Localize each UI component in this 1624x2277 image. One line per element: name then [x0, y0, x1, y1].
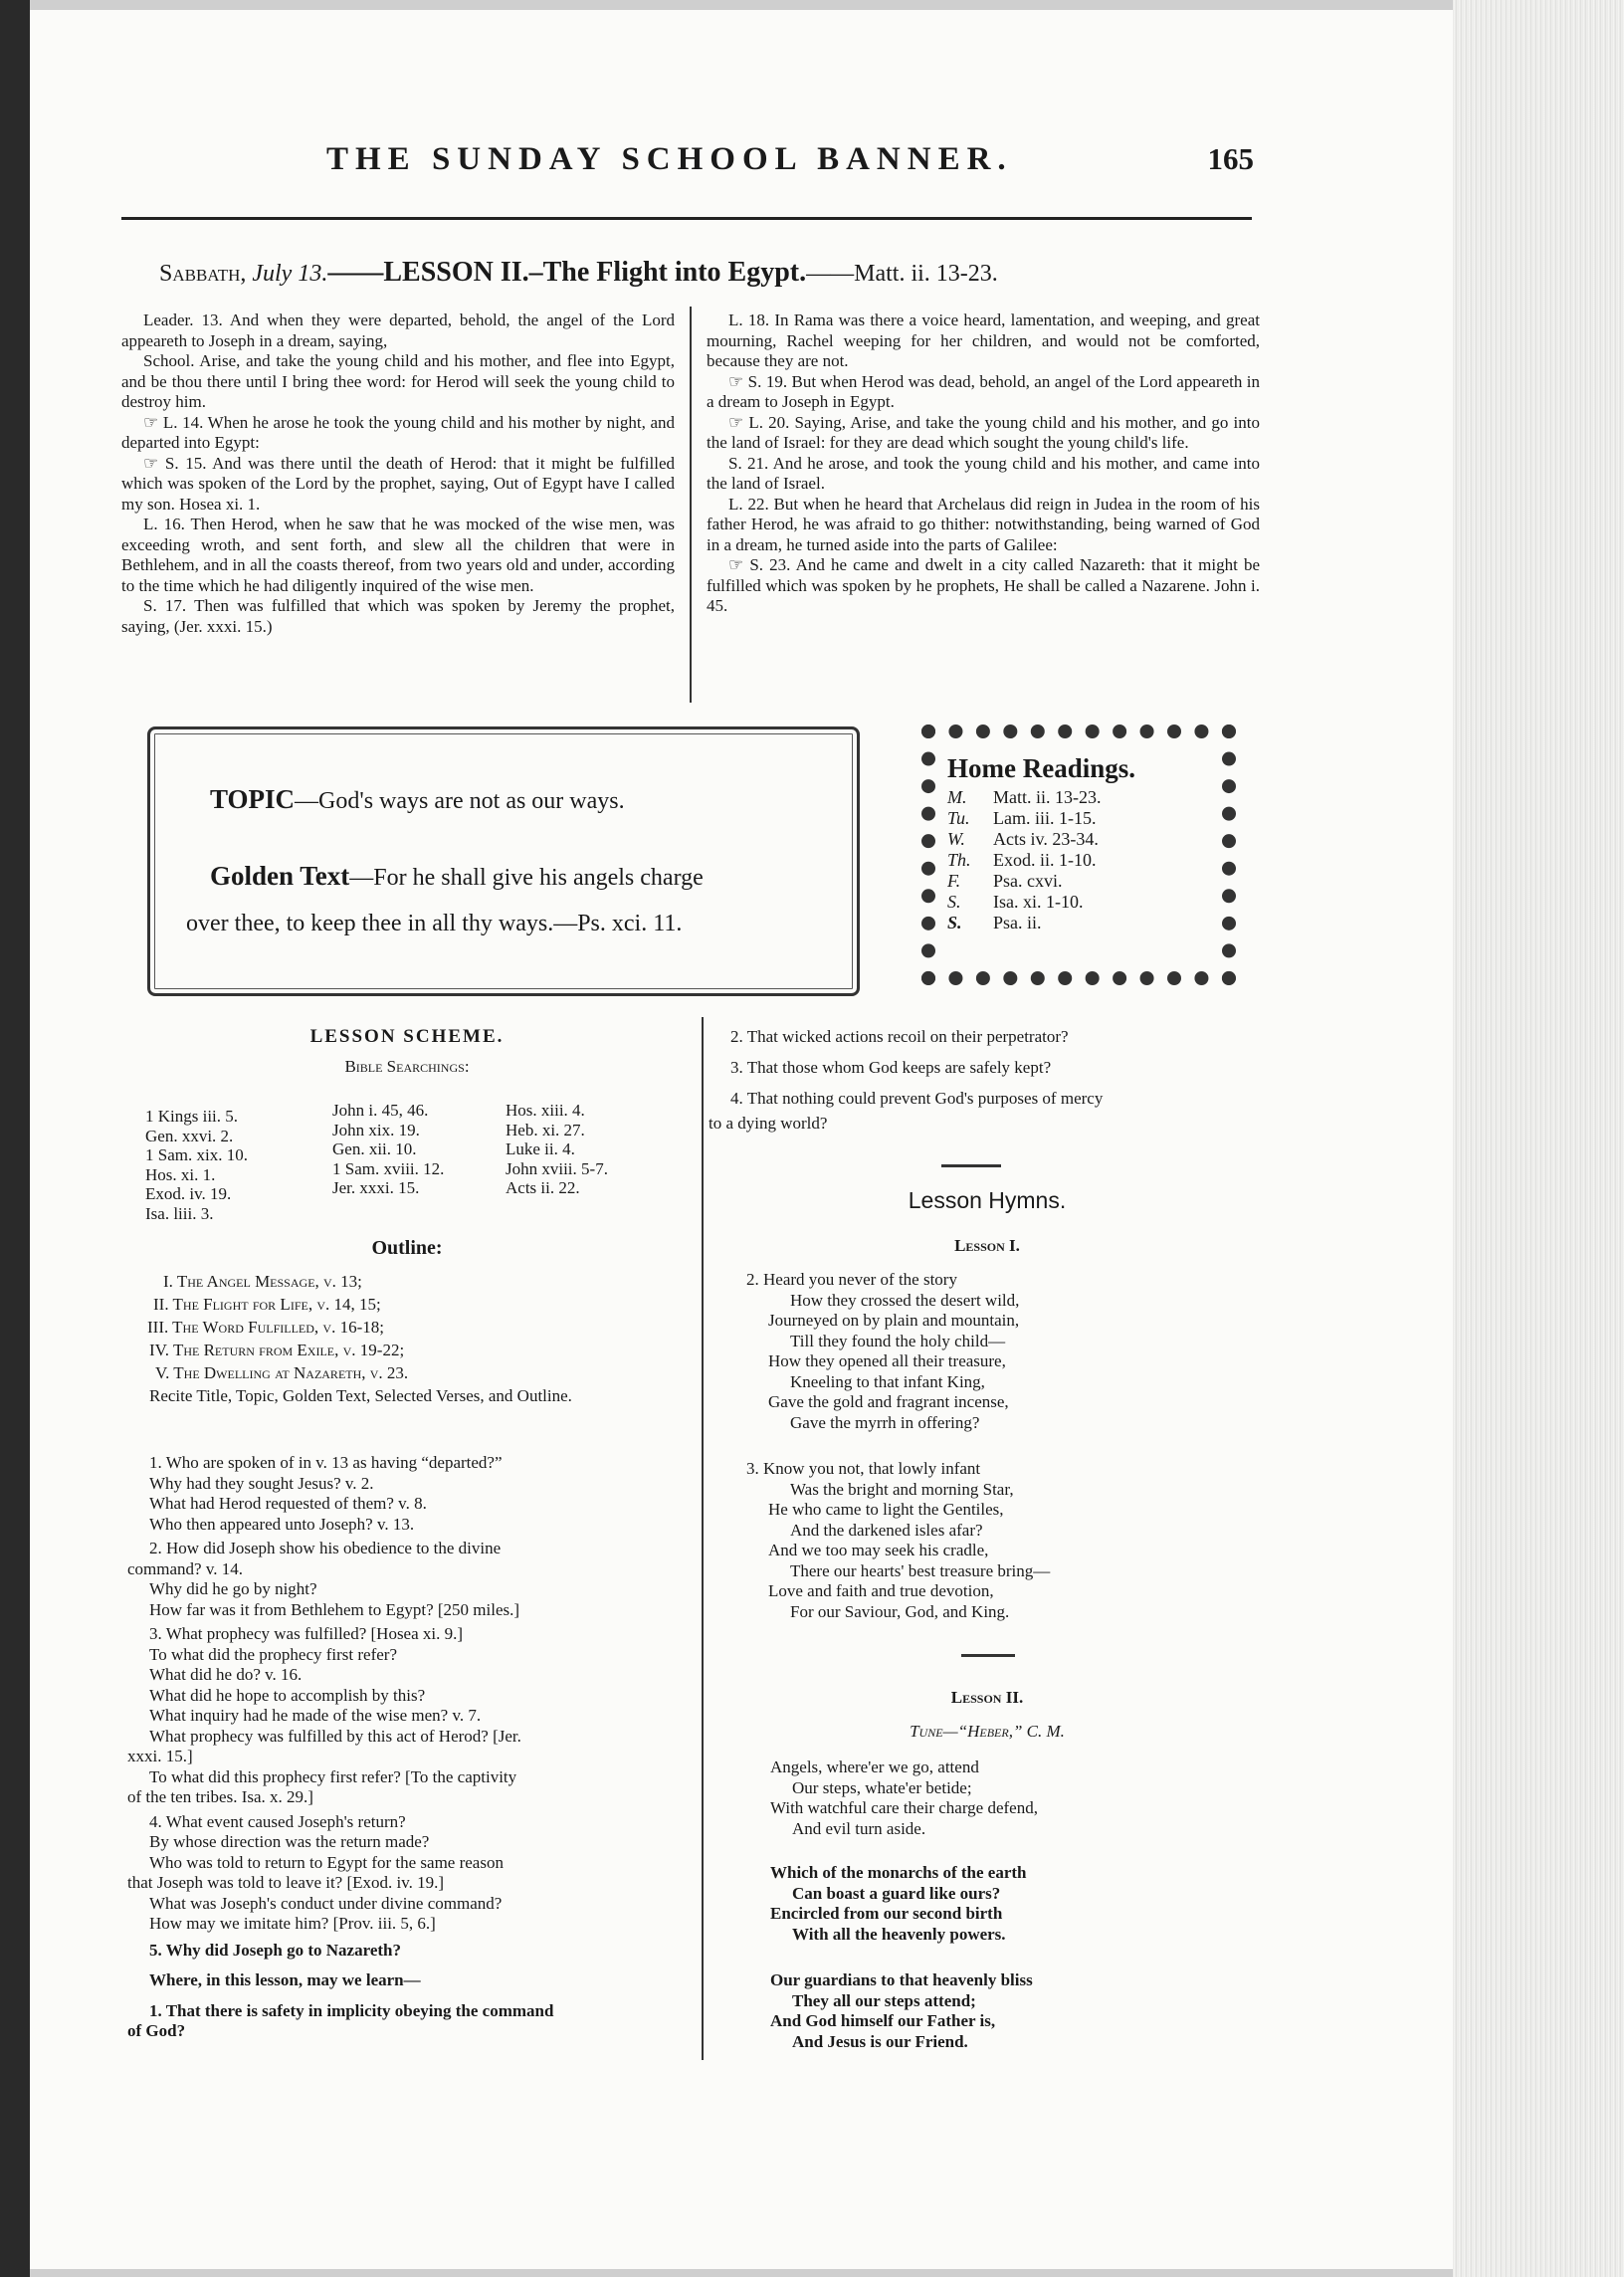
outline-item: V. The Dwelling at Nazareth, v. 23. [155, 1363, 409, 1382]
verse: ☞ S. 15. And was there until the death of Herod: that it might be fulfilled which was spoken of the Lord by the prophet, saying, Out of Egypt have I called my son. Hosea xi. 1. [121, 453, 675, 514]
verse: L. 16. Then Herod, when he saw that he was mocked of the wise men, was exceeding wroth, and sent forth, and slew all the children that were in Bethlehem, and in all the coasts thereof, from two years old and under, according to the time which he had diligently inquired of the wise men. [121, 515, 675, 595]
verse: S. 17. Then was fulfilled that which was spoken by Jeremy the prophet, saying, (Jer. xxxi. 15.) [121, 596, 675, 636]
hymn-line: And evil turn aside. [792, 1818, 926, 1838]
question: 1. That there is safety in implicity obeying the command [149, 2000, 554, 2020]
scheme-title: LESSON SCHEME. [309, 1026, 505, 1047]
outline-item: I. The Angel Message, v. 13; [163, 1272, 362, 1291]
question: of God? [127, 2021, 186, 2040]
question: What inquiry had he made of the wise men? v. 7. [149, 1706, 482, 1725]
question: How far was it from Bethlehem to Egypt? [250 miles.] [149, 1599, 520, 1619]
reading-day: Th. [947, 850, 971, 870]
verse: L. 22. But when he heard that Archelaus did reign in Judea in the room of his father Herod, he was afraid to go thither: notwithstanding, being warned of God in a dream, he turned aside into the parts of Galilee: [707, 494, 1260, 554]
hymn-line: They all our steps attend; [792, 1990, 976, 2010]
reference: John i. 45, 46. [332, 1101, 429, 1120]
lessons-learned [709, 1021, 1266, 1135]
lesson-point: to a dying world? [709, 1114, 828, 1133]
reading-item [947, 892, 1216, 913]
outline [127, 1238, 687, 1406]
topic-text: —God's ways are not as our ways. [295, 788, 625, 814]
question: Who was told to return to Egypt for the same reason [149, 1852, 504, 1872]
hymn-line: For our Saviour, God, and King. [790, 1601, 1010, 1621]
title-dash: —— [806, 261, 855, 287]
question: xxxi. 15.] [127, 1747, 193, 1765]
questions [127, 1453, 687, 2042]
reading-ref: Psa. ii. [993, 913, 1042, 932]
hymns-title: Lesson Hymns. [908, 1187, 1067, 1213]
hymn-line: Our steps, whate'er betide; [792, 1777, 972, 1797]
hymn-line: How they crossed the desert wild, [790, 1290, 1020, 1310]
reading-item [947, 808, 1216, 829]
hymn-stanza-2 [770, 1863, 1027, 1945]
question: What did he do? v. 16. [149, 1665, 303, 1684]
question: 5. Why did Joseph go to Nazareth? [149, 1940, 401, 1960]
hymn-line: Can boast a guard like ours? [792, 1883, 1001, 1903]
lesson-scheme [127, 1027, 687, 1077]
lesson-point: 4. That nothing could prevent God's purposes of mercy [730, 1089, 1104, 1108]
question: To what did the prophecy first refer? [149, 1644, 397, 1664]
golden-text-line-2: over thee, to keep thee in all thy ways.—Ps. xci. 11. [186, 911, 683, 936]
lesson-point: 2. That wicked actions recoil on their perpetrator? [730, 1027, 1069, 1046]
reading-ref: Acts iv. 23-34. [993, 829, 1099, 849]
question: that Joseph was told to leave it? [Exod. iv. 19.] [127, 1873, 445, 1892]
hymn-line: Gave the gold and fragrant incense, [768, 1392, 1009, 1411]
question: What prophecy was fulfilled by this act of Herod? [Jer. [149, 1726, 521, 1746]
reading-day: W. [947, 829, 965, 849]
hymn-stanza-1 [770, 1758, 1038, 1839]
golden-text: —For he shall give his angels charge [349, 865, 704, 891]
question: command? v. 14. [127, 1558, 243, 1578]
hymn-line: With watchful care their charge defend, [770, 1798, 1038, 1817]
verse: S. 21. And he arose, and took the young child and his mother, and came into the land of Israel. [707, 453, 1260, 493]
golden-text-line [210, 861, 704, 892]
reading-day: M. [947, 787, 967, 807]
home-readings-box [921, 724, 1236, 985]
hymn-line: Till they found the holy child— [790, 1331, 1006, 1350]
lesson-point: 3. That those whom God keeps are safely kept? [730, 1058, 1052, 1077]
section-rule [941, 1164, 1001, 1167]
reference: 1 Sam. xix. 10. [145, 1145, 248, 1164]
reading-item [947, 829, 1216, 850]
question: 4. What event caused Joseph's return? [149, 1811, 406, 1831]
reference: Hos. xiii. 4. [506, 1101, 585, 1120]
column-divider [690, 307, 692, 703]
sabbath-label: Sabbath, [159, 261, 247, 287]
page-number: 165 [1207, 141, 1254, 176]
question: Why did he go by night? [149, 1579, 317, 1598]
reading-day: S. [947, 892, 961, 912]
refs-column-2 [332, 1101, 444, 1198]
question: Who then appeared unto Joseph? v. 13. [149, 1514, 415, 1534]
reference: 1 Kings iii. 5. [145, 1107, 239, 1126]
hymn-line: Which of the monarchs of the earth [770, 1863, 1027, 1882]
verse: School. Arise, and take the young child and his mother, and flee into Egypt, and be thou there until I bring thee word: for Herod will seek the young child to destroy him. [121, 351, 675, 411]
verse: L. 18. In Rama was there a voice heard, lamentation, and weeping, and great mourning, Rachel weeping for her children, and would not be comforted, because they are not. [707, 310, 1260, 370]
outline-item: II. The Flight for Life, v. 14, 15; [153, 1295, 381, 1314]
verse: ☞ S. 19. But when Herod was dead, behold, an angel of the Lord appeareth in a dream to Joseph in Egypt. [707, 371, 1260, 411]
reference: John xviii. 5-7. [506, 1158, 608, 1178]
question: By whose direction was the return made? [149, 1832, 430, 1851]
reading-ref: Lam. iii. 1-15. [993, 808, 1097, 828]
question: Where, in this lesson, may we learn— [149, 1970, 421, 1989]
book-spine [0, 0, 30, 2277]
reference: 1 Sam. xviii. 12. [332, 1158, 445, 1178]
verse: ☞ L. 20. Saying, Arise, and take the young child and his mother, and go into the land of Israel: for they are dead which sought the young child's life. [707, 412, 1260, 452]
reading-day: F. [947, 871, 961, 891]
hymn-tune: Tune—“Heber,” C. M. [910, 1722, 1065, 1741]
outline-title: Outline: [371, 1237, 443, 1259]
bible-searchings-label: Bible Searchings: [344, 1057, 470, 1076]
refs-column-1 [145, 1107, 248, 1223]
recite-instruction: Recite Title, Topic, Golden Text, Selected Verses, and Outline. [149, 1386, 572, 1405]
hymn-line: Was the bright and morning Star, [790, 1479, 1014, 1499]
question: What was Joseph's conduct under divine command? [149, 1893, 503, 1913]
hymn-line: Encircled from our second birth [770, 1904, 1003, 1923]
header-rule [121, 217, 1252, 220]
reference: Hos. xi. 1. [145, 1164, 216, 1184]
page-edges [1453, 0, 1624, 2277]
hymn-line: With all the heavenly powers. [792, 1924, 1006, 1944]
verse: ☞ L. 14. When he arose he took the young child and his mother by night, and departed into Egypt: [121, 412, 675, 452]
reference: Heb. xi. 27. [506, 1120, 585, 1139]
question: 1. Who are spoken of in v. 13 as having “departed?” [149, 1453, 503, 1472]
hymn-line: 3. Know you not, that lowly infant [746, 1459, 981, 1478]
verse: Leader. 13. And when they were departed, behold, the angel of the Lord appeareth to Joseph in a dream, saying, [121, 310, 675, 350]
question: What did he hope to accomplish by this? [149, 1685, 426, 1705]
hymn-verse-2 [746, 1270, 1019, 1433]
reference: Gen. xxvi. 2. [145, 1126, 234, 1145]
hymn-line: Kneeling to that infant King, [790, 1371, 985, 1391]
hymn-lesson-1-label: Lesson I. [954, 1236, 1020, 1255]
section-rule [961, 1654, 1015, 1657]
outline-item: IV. The Return from Exile, v. 19-22; [149, 1341, 405, 1359]
lesson-date: July 13. [252, 261, 328, 287]
hymn-line: How they opened all their treasure, [768, 1351, 1006, 1370]
reading-ref: Psa. cxvi. [993, 871, 1063, 891]
topic-label: TOPIC [210, 784, 296, 814]
scripture-right-column [707, 310, 1260, 617]
question: Why had they sought Jesus? v. 2. [149, 1473, 374, 1493]
lesson-title [159, 257, 1294, 289]
hymn-line: He who came to light the Gentiles, [768, 1500, 1004, 1519]
hymn-line: And God himself our Father is, [770, 2011, 996, 2030]
verse: ☞ S. 23. And he came and dwelt in a city called Nazareth: that it might be fulfilled which was spoken by he prophets, He shall be called a Nazarene. John i. 45. [707, 555, 1260, 615]
lesson-name: LESSON II.–The Flight into Egypt. [383, 257, 807, 288]
title-dash: —— [327, 257, 384, 288]
reference: Isa. liii. 3. [145, 1203, 214, 1223]
hymn-line: And the darkened isles afar? [790, 1520, 983, 1540]
column-divider [702, 1017, 704, 2060]
hymn-line: 2. Heard you never of the story [746, 1270, 957, 1289]
home-readings-content [947, 753, 1216, 933]
reference: John xix. 19. [332, 1120, 420, 1139]
reading-day: S. [947, 913, 962, 932]
reference: Acts ii. 22. [506, 1178, 580, 1197]
hymn-line: There our hearts' best treasure bring— [790, 1560, 1051, 1580]
golden-text-label: Golden Text [210, 861, 350, 891]
reference: Exod. iv. 19. [145, 1184, 232, 1203]
reading-item [947, 850, 1216, 871]
scripture-left-column [121, 310, 675, 637]
hymn-line: And Jesus is our Friend. [792, 2031, 968, 2051]
refs-column-3 [506, 1101, 608, 1198]
question: 2. How did Joseph show his obedience to the divine [149, 1539, 502, 1557]
reference: Luke ii. 4. [506, 1139, 575, 1158]
topic-line [210, 784, 625, 815]
hymn-verse-3 [746, 1459, 1050, 1622]
reading-item [947, 787, 1216, 808]
reading-ref: Exod. ii. 1-10. [993, 850, 1097, 870]
question: To what did this prophecy first refer? [To the captivity [149, 1766, 517, 1786]
reference: Jer. xxxi. 15. [332, 1178, 420, 1197]
running-header [119, 141, 1254, 191]
reading-day: Tu. [947, 808, 970, 828]
hymn-line: Our guardians to that heavenly bliss [770, 1970, 1033, 1989]
question: 3. What prophecy was fulfilled? [Hosea xi. 9.] [149, 1624, 464, 1643]
outline-item: III. The Word Fulfilled, v. 16-18; [147, 1318, 384, 1337]
reading-ref: Isa. xi. 1-10. [993, 892, 1084, 912]
hymn-lesson-2-label: Lesson II. [950, 1688, 1024, 1707]
reading-item [947, 871, 1216, 892]
question: What had Herod requested of them? v. 8. [149, 1494, 427, 1513]
reference: Gen. xii. 10. [332, 1139, 417, 1158]
topic-box [147, 726, 860, 996]
home-readings-title: Home Readings. [947, 753, 1135, 783]
hymn-stanza-3 [770, 1970, 1033, 2052]
running-title: THE SUNDAY SCHOOL BANNER. [326, 141, 1013, 177]
hymn-line: Gave the myrrh in offering? [790, 1412, 980, 1432]
lesson-reference: Matt. ii. 13-23. [854, 261, 998, 287]
reading-ref: Matt. ii. 13-23. [993, 787, 1102, 807]
hymn-line: Angels, where'er we go, attend [770, 1758, 979, 1776]
question: of the ten tribes. Isa. x. 29.] [127, 1787, 313, 1806]
question: How may we imitate him? [Prov. iii. 5, 6.] [149, 1914, 436, 1933]
hymn-line: And we too may seek his cradle, [768, 1541, 989, 1559]
hymn-line: Love and faith and true devotion, [768, 1581, 994, 1600]
hymn-line: Journeyed on by plain and mountain, [768, 1311, 1020, 1330]
reading-item [947, 913, 1216, 933]
